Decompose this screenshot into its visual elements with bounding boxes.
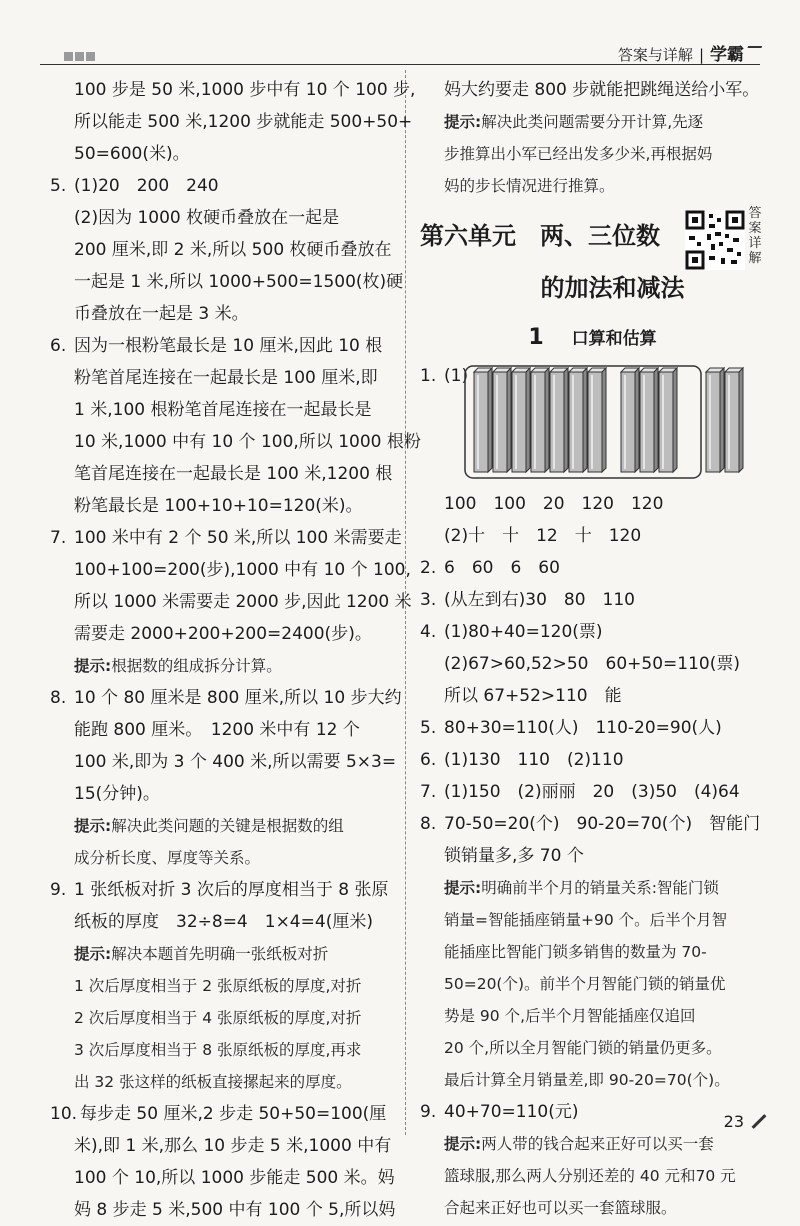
hint	[50, 810, 396, 842]
text-line: 一起是 1 米,所以 1000+500=1500(枚)硬	[74, 272, 404, 292]
loose-stick-bundle-side	[720, 368, 724, 472]
text-line: 粉笔首尾连接在一起最长是 100 厘米,即	[74, 368, 378, 388]
loose-stick-bundle-side	[739, 368, 743, 472]
right-column	[420, 74, 765, 1224]
answer-text: 70-50=20(个) 90-20=70(个) 智能门	[444, 814, 761, 834]
hint-label: 提示:	[444, 879, 482, 897]
stick-bundle-side	[602, 368, 606, 472]
question-number: 3.	[420, 590, 437, 610]
hint-line: 势是 90 个,后半个月智能插座仅追回	[444, 1007, 696, 1025]
question-8	[50, 682, 402, 714]
question-number: 10.	[50, 1104, 78, 1124]
text-line: 15(分钟)。	[74, 784, 160, 804]
hint-text: 两人带的钱合起来正好可以买一套	[481, 1135, 714, 1153]
brand-logo: 学霸	[710, 45, 744, 65]
question-number: 2.	[420, 558, 437, 578]
stick-bundle-side	[673, 368, 677, 472]
answer-text: (1)150 (2)丽丽 20 (3)50 (4)64	[444, 782, 740, 802]
text-line: (2)67>60,52>50 60+50=110(票)	[444, 654, 740, 674]
graduation-cap-icon	[744, 46, 762, 58]
answer-text: (1)80+40=120(票)	[444, 622, 603, 642]
hint	[50, 650, 396, 682]
stick-bundle	[531, 372, 545, 472]
answer-text: (1)130 110 (2)110	[444, 750, 624, 770]
header-right	[618, 40, 760, 65]
text-line: (2)因为 1000 枚硬币叠放在一起是	[74, 208, 340, 228]
hint-label: 提示:	[74, 945, 112, 963]
hint-text: 解决此类问题需要分开计算,先逐	[481, 113, 704, 131]
text-line: 米),即 1 米,那么 10 步走 5 米,1000 中有	[74, 1136, 392, 1156]
hint-line: 步推算出小军已经出发多少米,再根据妈	[444, 145, 713, 163]
pencil-icon	[752, 1114, 767, 1129]
hint-line: 出 32 张这样的纸板直接摞起来的厚度。	[74, 1073, 352, 1091]
hint-text: 明确前半个月的销量关系:智能门锁	[481, 879, 719, 897]
answer-text: 10 个 80 厘米是 800 厘米,所以 10 步大约	[74, 688, 402, 708]
hint-text: 根据数的组成拆分计算。	[111, 657, 282, 675]
hint-line: 销量=智能插座销量+90 个。后半个月智	[444, 911, 728, 929]
header-marks	[64, 46, 97, 66]
stick-bundle-side	[583, 368, 587, 472]
question-9	[420, 1096, 765, 1128]
question-number: 5.	[50, 176, 67, 196]
qr-label: 答案详解	[748, 206, 762, 266]
unit-title: 第六单元 两、三位数	[420, 222, 660, 250]
unit-title-line2: 的加法和减法	[540, 274, 685, 302]
question-5	[50, 170, 396, 202]
stick-bundle-side	[635, 368, 639, 472]
page-header	[40, 40, 760, 65]
question-number: 8.	[420, 814, 437, 834]
text-line: 笔首尾连接在一起最长是 100 米,1200 根	[74, 464, 393, 484]
hint	[420, 1128, 765, 1160]
text-line: 所以 67+52>110 能	[444, 686, 622, 706]
question-number: 8.	[50, 688, 67, 708]
hint-line: 能插座比智能门锁多销售的数量为 70-	[444, 943, 707, 961]
stick-bundles-figure	[464, 364, 746, 482]
hint-label: 提示:	[74, 657, 112, 675]
text-line: 200 厘米,即 2 米,所以 500 枚硬币叠放在	[74, 240, 392, 260]
question-number: 7.	[50, 528, 67, 548]
question-number: 1.	[420, 366, 437, 386]
text-line: 所以 1000 米需要走 2000 步,因此 1200 米	[74, 592, 412, 612]
page-footer	[724, 1112, 768, 1131]
hint-line: 3 次后厚度相当于 8 张原纸板的厚度,再求	[74, 1041, 362, 1059]
hint-line: 妈的步长情况进行推算。	[444, 177, 615, 195]
hint-label: 提示:	[74, 817, 112, 835]
hint-label: 提示:	[444, 113, 482, 131]
header-separator: |	[698, 46, 704, 64]
stick-bundle-side	[564, 368, 568, 472]
section-title	[420, 316, 765, 360]
hint-line: 篮球服,那么两人分别还差的 40 元和70 元	[444, 1167, 736, 1185]
text-line: 100 个 10,所以 1000 步能走 500 米。妈	[74, 1168, 395, 1188]
text-line: 100+100=200(步),1000 中有 10 个 100,	[74, 560, 411, 580]
hint-line: 最后计算全月销量差,即 90-20=70(个)。	[444, 1071, 730, 1089]
hint-text: 解决本题首先明确一张纸板对折	[111, 945, 329, 963]
loose-stick-bundle	[725, 372, 739, 472]
question-number: 4.	[420, 622, 437, 642]
answer-text: 6 60 6 60	[444, 558, 560, 578]
answer-text: 40+70=110(元)	[444, 1102, 579, 1122]
text-line: 所以能走 500 米,1200 步就能走 500+50+	[74, 112, 413, 132]
stick-bundle-side	[654, 368, 658, 472]
section-number: 1	[528, 325, 544, 350]
text-line: 妈 8 步走 5 米,500 中有 100 个 5,所以妈	[74, 1200, 396, 1220]
hint-line: 成分析长度、厚度等关系。	[74, 849, 261, 867]
stick-bundle-side	[545, 368, 549, 472]
text-line: 需要走 2000+200+200=2400(步)。	[74, 624, 372, 644]
question-5	[420, 712, 765, 744]
stick-bundle	[588, 372, 602, 472]
stick-bundle	[474, 372, 488, 472]
question-number: 6.	[50, 336, 67, 356]
question-6	[420, 744, 765, 776]
answer-text: 80+30=110(人) 110-20=90(人)	[444, 718, 722, 738]
answer-text: 每步走 50 厘米,2 步走 50+50=100(厘	[80, 1104, 387, 1124]
hint-line: 1 次后厚度相当于 2 张原纸板的厚度,对折	[74, 977, 362, 995]
stick-bundle	[550, 372, 564, 472]
question-2	[420, 552, 765, 584]
stick-bundle	[569, 372, 583, 472]
text-line: 1 米,100 根粉笔首尾连接在一起最长是	[74, 400, 372, 420]
hint-text: 解决此类问题的关键是根据数的组	[111, 817, 344, 835]
answer-text: 100 100 20 120 120	[444, 494, 664, 514]
answer-text: (从左到右)30 80 110	[444, 590, 635, 610]
hint	[420, 106, 765, 138]
loose-stick-bundle	[706, 372, 720, 472]
question-7	[50, 522, 402, 554]
question-number: 7.	[420, 782, 437, 802]
hint-line: 50=20(个)。前半个月智能门锁的销量优	[444, 975, 726, 993]
answer-text: (2)十 十 12 十 120	[444, 526, 642, 546]
question-number: 9.	[50, 880, 67, 900]
qr-code-icon[interactable]	[685, 210, 745, 270]
answer-text: 因为一根粉笔最长是 10 厘米,因此 10 根	[74, 336, 383, 356]
text-line: 粉笔最长是 100+10+10=120(米)。	[74, 496, 363, 516]
stick-bundle	[659, 372, 673, 472]
question-number: 9.	[420, 1102, 437, 1122]
text-line: 锁销量多,多 70 个	[444, 846, 584, 866]
question-6	[50, 330, 396, 362]
page-number: 23	[723, 1112, 744, 1131]
text-line: 100 米,即为 3 个 400 米,所以需要 5×3=	[74, 752, 397, 772]
section-title-text: 口算和估算	[571, 329, 657, 349]
hint-label: 提示:	[444, 1135, 482, 1153]
question-4	[420, 616, 765, 648]
left-column	[50, 74, 421, 1226]
text-line: 50=600(米)。	[74, 144, 190, 164]
text-line: 妈大约要走 800 步就能把跳绳送给小军。	[444, 80, 760, 100]
question-1-figure-row	[420, 360, 765, 484]
stick-bundle	[621, 372, 635, 472]
question-number: 6.	[420, 750, 437, 770]
text-line: 纸板的厚度 32÷8=4 1×4=4(厘米)	[74, 912, 373, 932]
question-7	[420, 776, 765, 808]
text-line: 100 步是 50 米,1000 步中有 10 个 100 步,	[74, 80, 416, 100]
answer-text: (1)20 200 240	[74, 176, 219, 196]
question-3	[420, 584, 765, 616]
question-8	[420, 808, 765, 840]
answer-text: 100 米中有 2 个 50 米,所以 100 米需要走	[74, 528, 402, 548]
hint-line: 合起来正好也可以买一套篮球服。	[444, 1199, 677, 1217]
hint	[420, 872, 765, 904]
question-10	[50, 1098, 396, 1130]
stick-bundle	[640, 372, 654, 472]
hint-line: 20 个,所以全月智能门锁的销量仍更多。	[444, 1039, 722, 1057]
answer-label: 答案与详解	[617, 46, 693, 64]
hint	[50, 938, 396, 970]
question-9	[50, 874, 396, 906]
question-number: 5.	[420, 718, 437, 738]
qr-block	[685, 206, 765, 276]
text-line: 能跑 800 厘米。 1200 米中有 12 个	[74, 720, 360, 740]
stick-bundle	[493, 372, 507, 472]
text-line: 10 米,1000 中有 10 个 100,所以 1000 根粉	[74, 432, 421, 452]
stick-bundle-side	[507, 368, 511, 472]
hint-line: 2 次后厚度相当于 4 张原纸板的厚度,对折	[74, 1009, 362, 1027]
stick-bundle-side	[488, 368, 492, 472]
answer-text: 1 张纸板对折 3 次后的厚度相当于 8 张原	[74, 880, 389, 900]
stick-bundle	[512, 372, 526, 472]
text-line: 币叠放在一起是 3 米。	[74, 304, 249, 324]
stick-bundle-side	[526, 368, 530, 472]
part-label: (1)	[444, 366, 469, 386]
